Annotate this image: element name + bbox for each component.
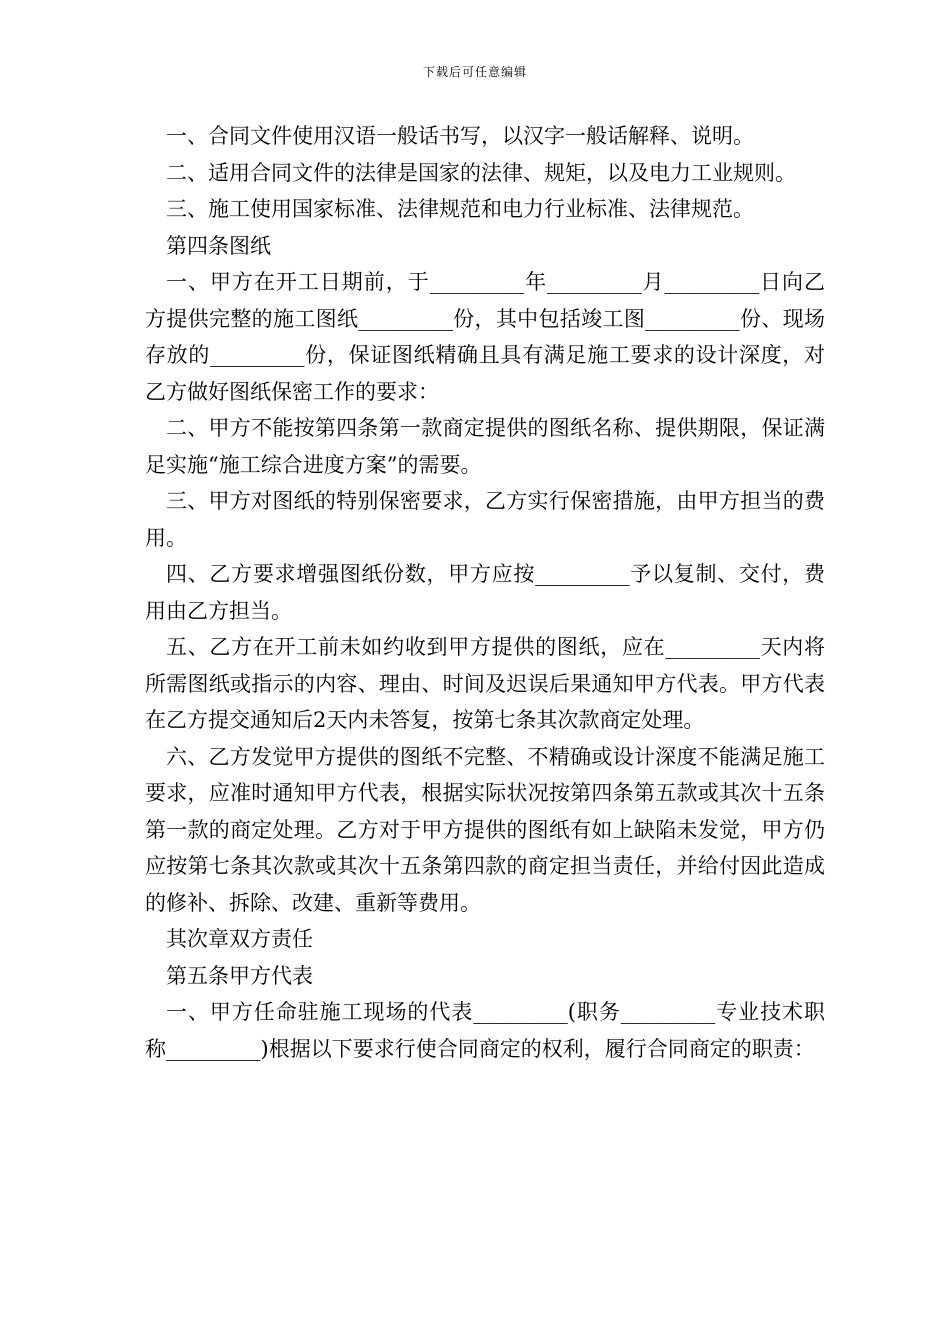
paragraph: 二、甲方不能按第四条第一款商定提供的图纸名称、提供期限，保证满足实施“施工综合进度方案”的需要。 [145,416,825,477]
paragraph: 四、乙方要求增强图纸份数，甲方应按_________予以复制、交付，费用由乙方担当。 [145,562,825,623]
page-header: 下载后可任意编辑 [422,65,527,79]
paragraph: 一、合同文件使用汉语一般话书写，以汉字一般话解释、说明。 [166,124,754,148]
paragraph: 一、甲方任命驻施工现场的代表_________(职务_________专业技术职称_________)根据以下要求行使合同商定的权利，履行合同商定的职责： [145,1000,825,1061]
paragraph: 二、适用合同文件的法律是国家的法律、规矩，以及电力工业规则。 [166,160,796,185]
paragraph: 三、施工使用国家标准、法律规范和电力行业标准、法律规范。 [166,197,754,221]
section-heading: 第五条甲方代表 [166,963,313,988]
section-heading: 第四条图纸 [166,233,271,258]
paragraph: 五、乙方在开工前未如约收到甲方提供的图纸，应在_________天内将所需图纸或指示的内容、理由、时间及迟误后果通知甲方代表。甲方代表在乙方提交通知后2天内未答复，按第七条其次款商定处理。 [145,635,825,732]
paragraph: 一、甲方在开工日期前，于_________年_________月_________日向乙方提供完整的施工图纸_________份，其中包括竣工图_________份、现场存放的_________份，保证图纸精确且具有满足施工要求的设计深度，对乙方做好图纸保密工作的要求： [145,270,825,404]
paragraph: 三、甲方对图纸的特别保密要求，乙方实行保密措施，由甲方担当的费用。 [145,489,825,550]
chapter-heading: 其次章双方责任 [166,927,313,951]
paragraph: 六、乙方发觉甲方提供的图纸不完整、不精确或设计深度不能满足施工要求，应准时通知甲方代表，根据实际状况按第四条第五款或其次十五条第一款的商定处理。乙方对于甲方提供的图纸有如上缺陷未发觉，甲方仍应按第七条其次款或其次十五条第四款的商定担当责任，并给付因此造成的修补、拆除、改建、重新等费用。 [145,744,825,915]
document-body [145,118,825,1067]
